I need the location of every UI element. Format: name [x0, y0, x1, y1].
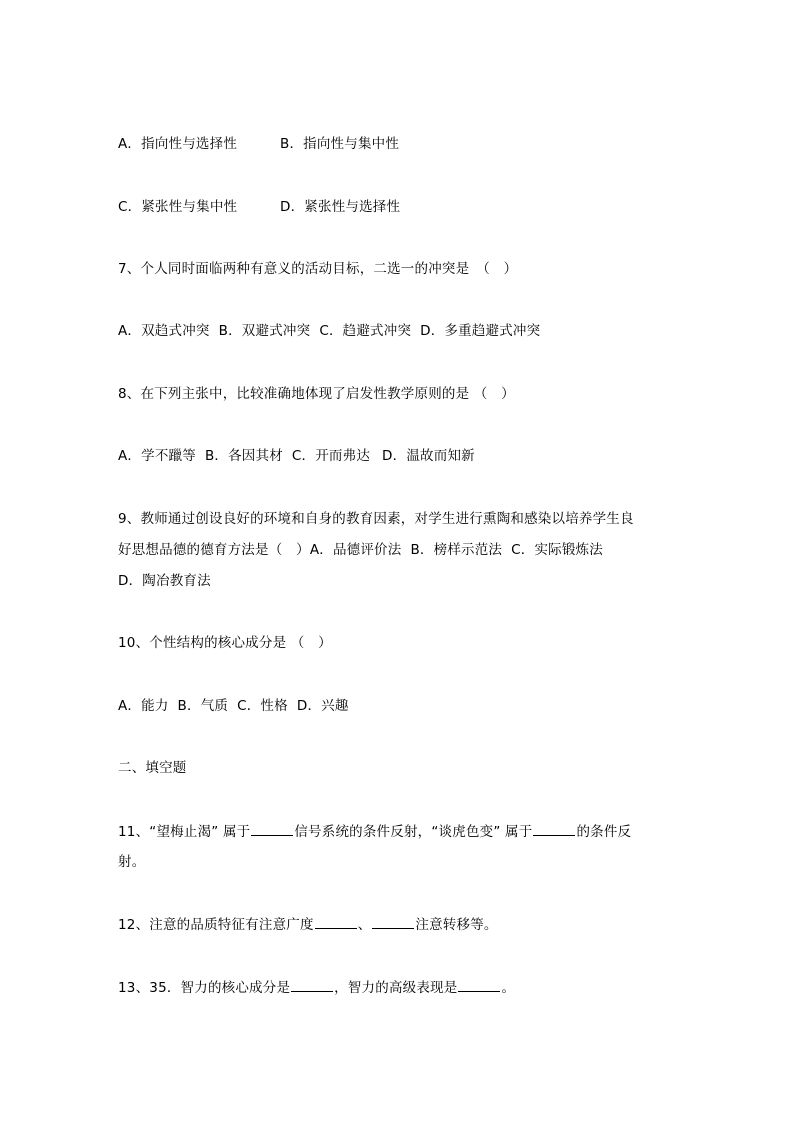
q9-option-c: C．实际锻炼法 [511, 542, 603, 558]
q6-option-a: A．指向性与选择性 [118, 136, 238, 152]
q12-text-1: 12、注意的品质特征有注意广度 [118, 917, 314, 933]
q13-blank-1 [291, 977, 333, 992]
q11-text-3: 的条件反 [576, 824, 632, 840]
q8-option-c: C．开而弗达 [291, 448, 371, 464]
q10-option-a: A．能力 [118, 698, 169, 714]
q8-option-b: B．各因其材 [204, 448, 283, 464]
section-title: 二、填空题 [118, 760, 187, 776]
q13-text-1: 13、35．智力的核心成分是 [118, 980, 291, 996]
question-11-line2: 射。 [118, 854, 146, 870]
q7-option-a: A．双趋式冲突 [118, 323, 210, 339]
question-11-line1 [118, 821, 631, 842]
q10-option-b: B．气质 [177, 698, 229, 714]
q12-blank-1 [315, 914, 357, 929]
q7-option-d: D．多重趋避式冲突 [420, 323, 541, 339]
q7-option-c: C．趋避式冲突 [319, 323, 412, 339]
question-8-stem: 8、在下列主张中，比较准确地体现了启发性教学原则的是 （ ） [118, 386, 515, 402]
q8-option-d: D．温故而知新 [382, 448, 475, 464]
q10-option-c: C．性格 [237, 698, 288, 714]
q13-text-2: ，智力的高级表现是 [334, 980, 458, 996]
q10-option-d: D．兴趣 [296, 698, 349, 714]
q12-text-3: 注意转移等。 [415, 917, 498, 933]
question-10-options [118, 696, 349, 716]
q9-option-a: A．品德评价法 [309, 542, 402, 558]
q6-options-row2 [118, 197, 400, 217]
question-13 [118, 977, 515, 998]
q11-blank-1 [251, 821, 293, 836]
q11-text-1: 11、“望梅止渴” 属于 [118, 824, 251, 840]
q7-option-b: B．双避式冲突 [218, 323, 311, 339]
question-9-stem-line2 [118, 540, 603, 560]
q9-stem-cont: 好思想品德的德育方法是（ ） [118, 542, 310, 558]
q9-option-d: D．陶冶教育法 [118, 573, 211, 589]
q12-text-2: 、 [357, 917, 372, 933]
q6-option-d: D．紧张性与选择性 [280, 199, 401, 215]
question-10-stem: 10、个性结构的核心成分是 （ ） [118, 635, 332, 651]
q6-options-row1 [118, 134, 399, 154]
question-8-options [118, 446, 475, 466]
question-12 [118, 914, 498, 935]
q11-text-2: 信号系统的条件反射，“谈虎色变” 属于 [294, 824, 533, 840]
q6-option-b: B．指向性与集中性 [280, 136, 400, 152]
q13-text-3: 。 [501, 980, 516, 996]
q12-blank-2 [372, 914, 414, 929]
q8-option-a: A．学不躐等 [118, 448, 196, 464]
q11-blank-2 [533, 821, 575, 836]
question-7-options [118, 321, 540, 341]
q6-option-c: C．紧张性与集中性 [118, 199, 238, 215]
q13-blank-2 [458, 977, 500, 992]
q9-option-b: B．榜样示范法 [410, 542, 503, 558]
question-9-stem-line1: 9、教师通过创设良好的环境和自身的教育因素，对学生进行熏陶和感染以培养学生良 [118, 511, 634, 527]
question-7-stem: 7、个人同时面临两种有意义的活动目标，二选一的冲突是 （ ） [118, 261, 518, 277]
